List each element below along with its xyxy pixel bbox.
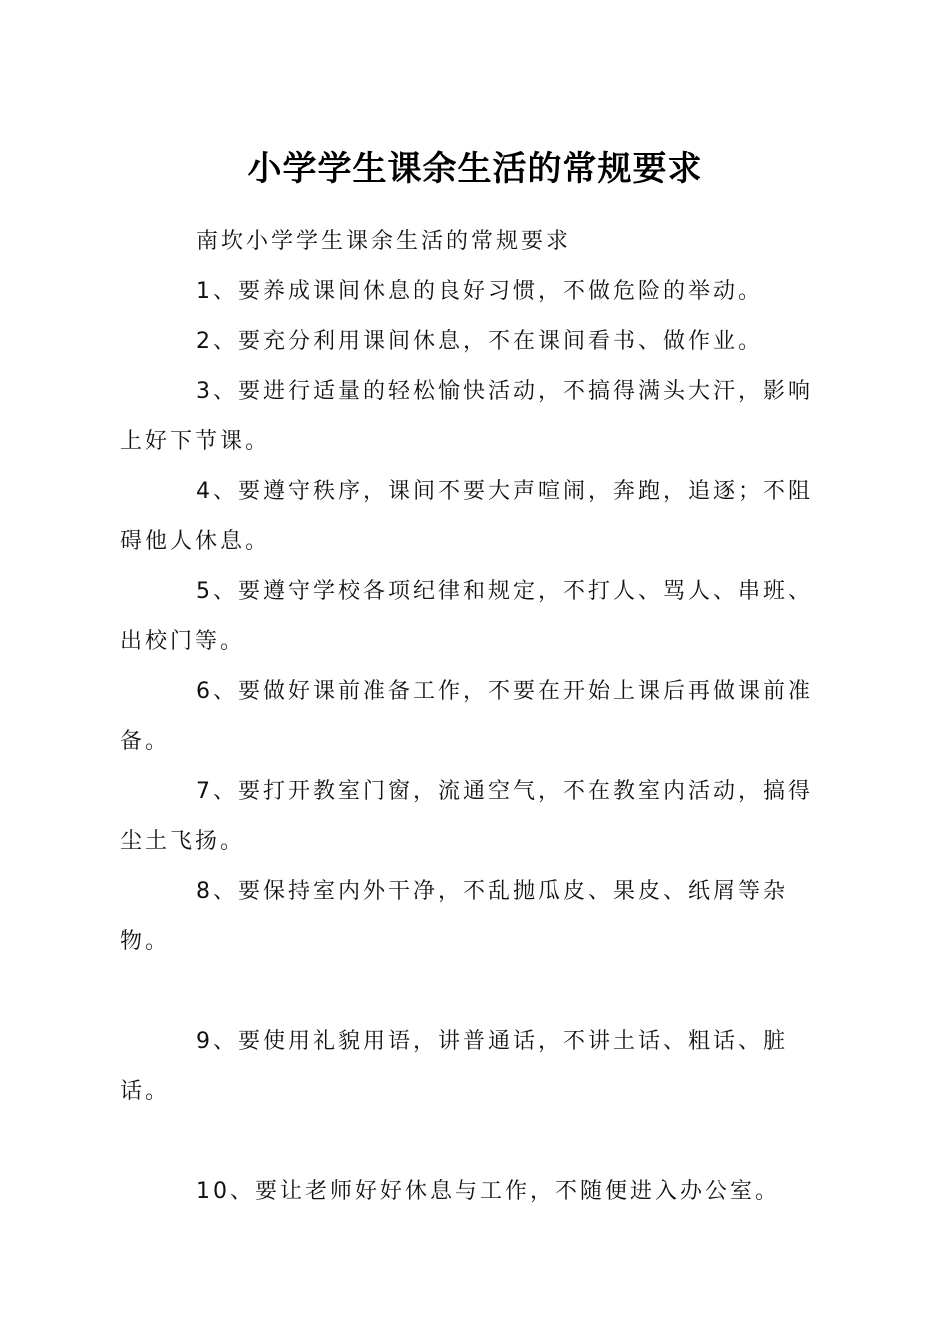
document-body xyxy=(120,217,825,1217)
rule-item-8: 8、要保持室内外干净，不乱抛瓜皮、果皮、纸屑等杂物。 xyxy=(120,879,788,954)
rule-item-1: 1、要养成课间休息的良好习惯，不做危险的举动。 xyxy=(196,279,763,304)
rule-item-10: 10、要让老师好好休息与工作，不随便进入办公室。 xyxy=(196,1179,780,1204)
rule-item-2: 2、要充分利用课间休息，不在课间看书、做作业。 xyxy=(196,329,763,354)
intro-paragraph: 南坎小学学生课余生活的常规要求 xyxy=(196,229,572,254)
rule-item-3: 3、要进行适量的轻松愉快活动，不搞得满头大汗，影响上好下节课。 xyxy=(120,379,813,454)
rule-item-9: 9、要使用礼貌用语，讲普通话，不讲土话、粗话、脏话。 xyxy=(120,1029,788,1104)
document-title: 小学学生课余生活的常规要求 xyxy=(247,149,703,189)
rule-item-6: 6、要做好课前准备工作，不要在开始上课后再做课前准备。 xyxy=(120,679,813,754)
rule-item-4: 4、要遵守秩序，课间不要大声喧闹，奔跑，追逐；不阻碍他人休息。 xyxy=(120,479,813,554)
rule-item-7: 7、要打开教室门窗，流通空气，不在教室内活动，搞得尘土飞扬。 xyxy=(120,779,813,854)
rule-item-5: 5、要遵守学校各项纪律和规定，不打人、骂人、串班、出校门等。 xyxy=(120,579,813,654)
